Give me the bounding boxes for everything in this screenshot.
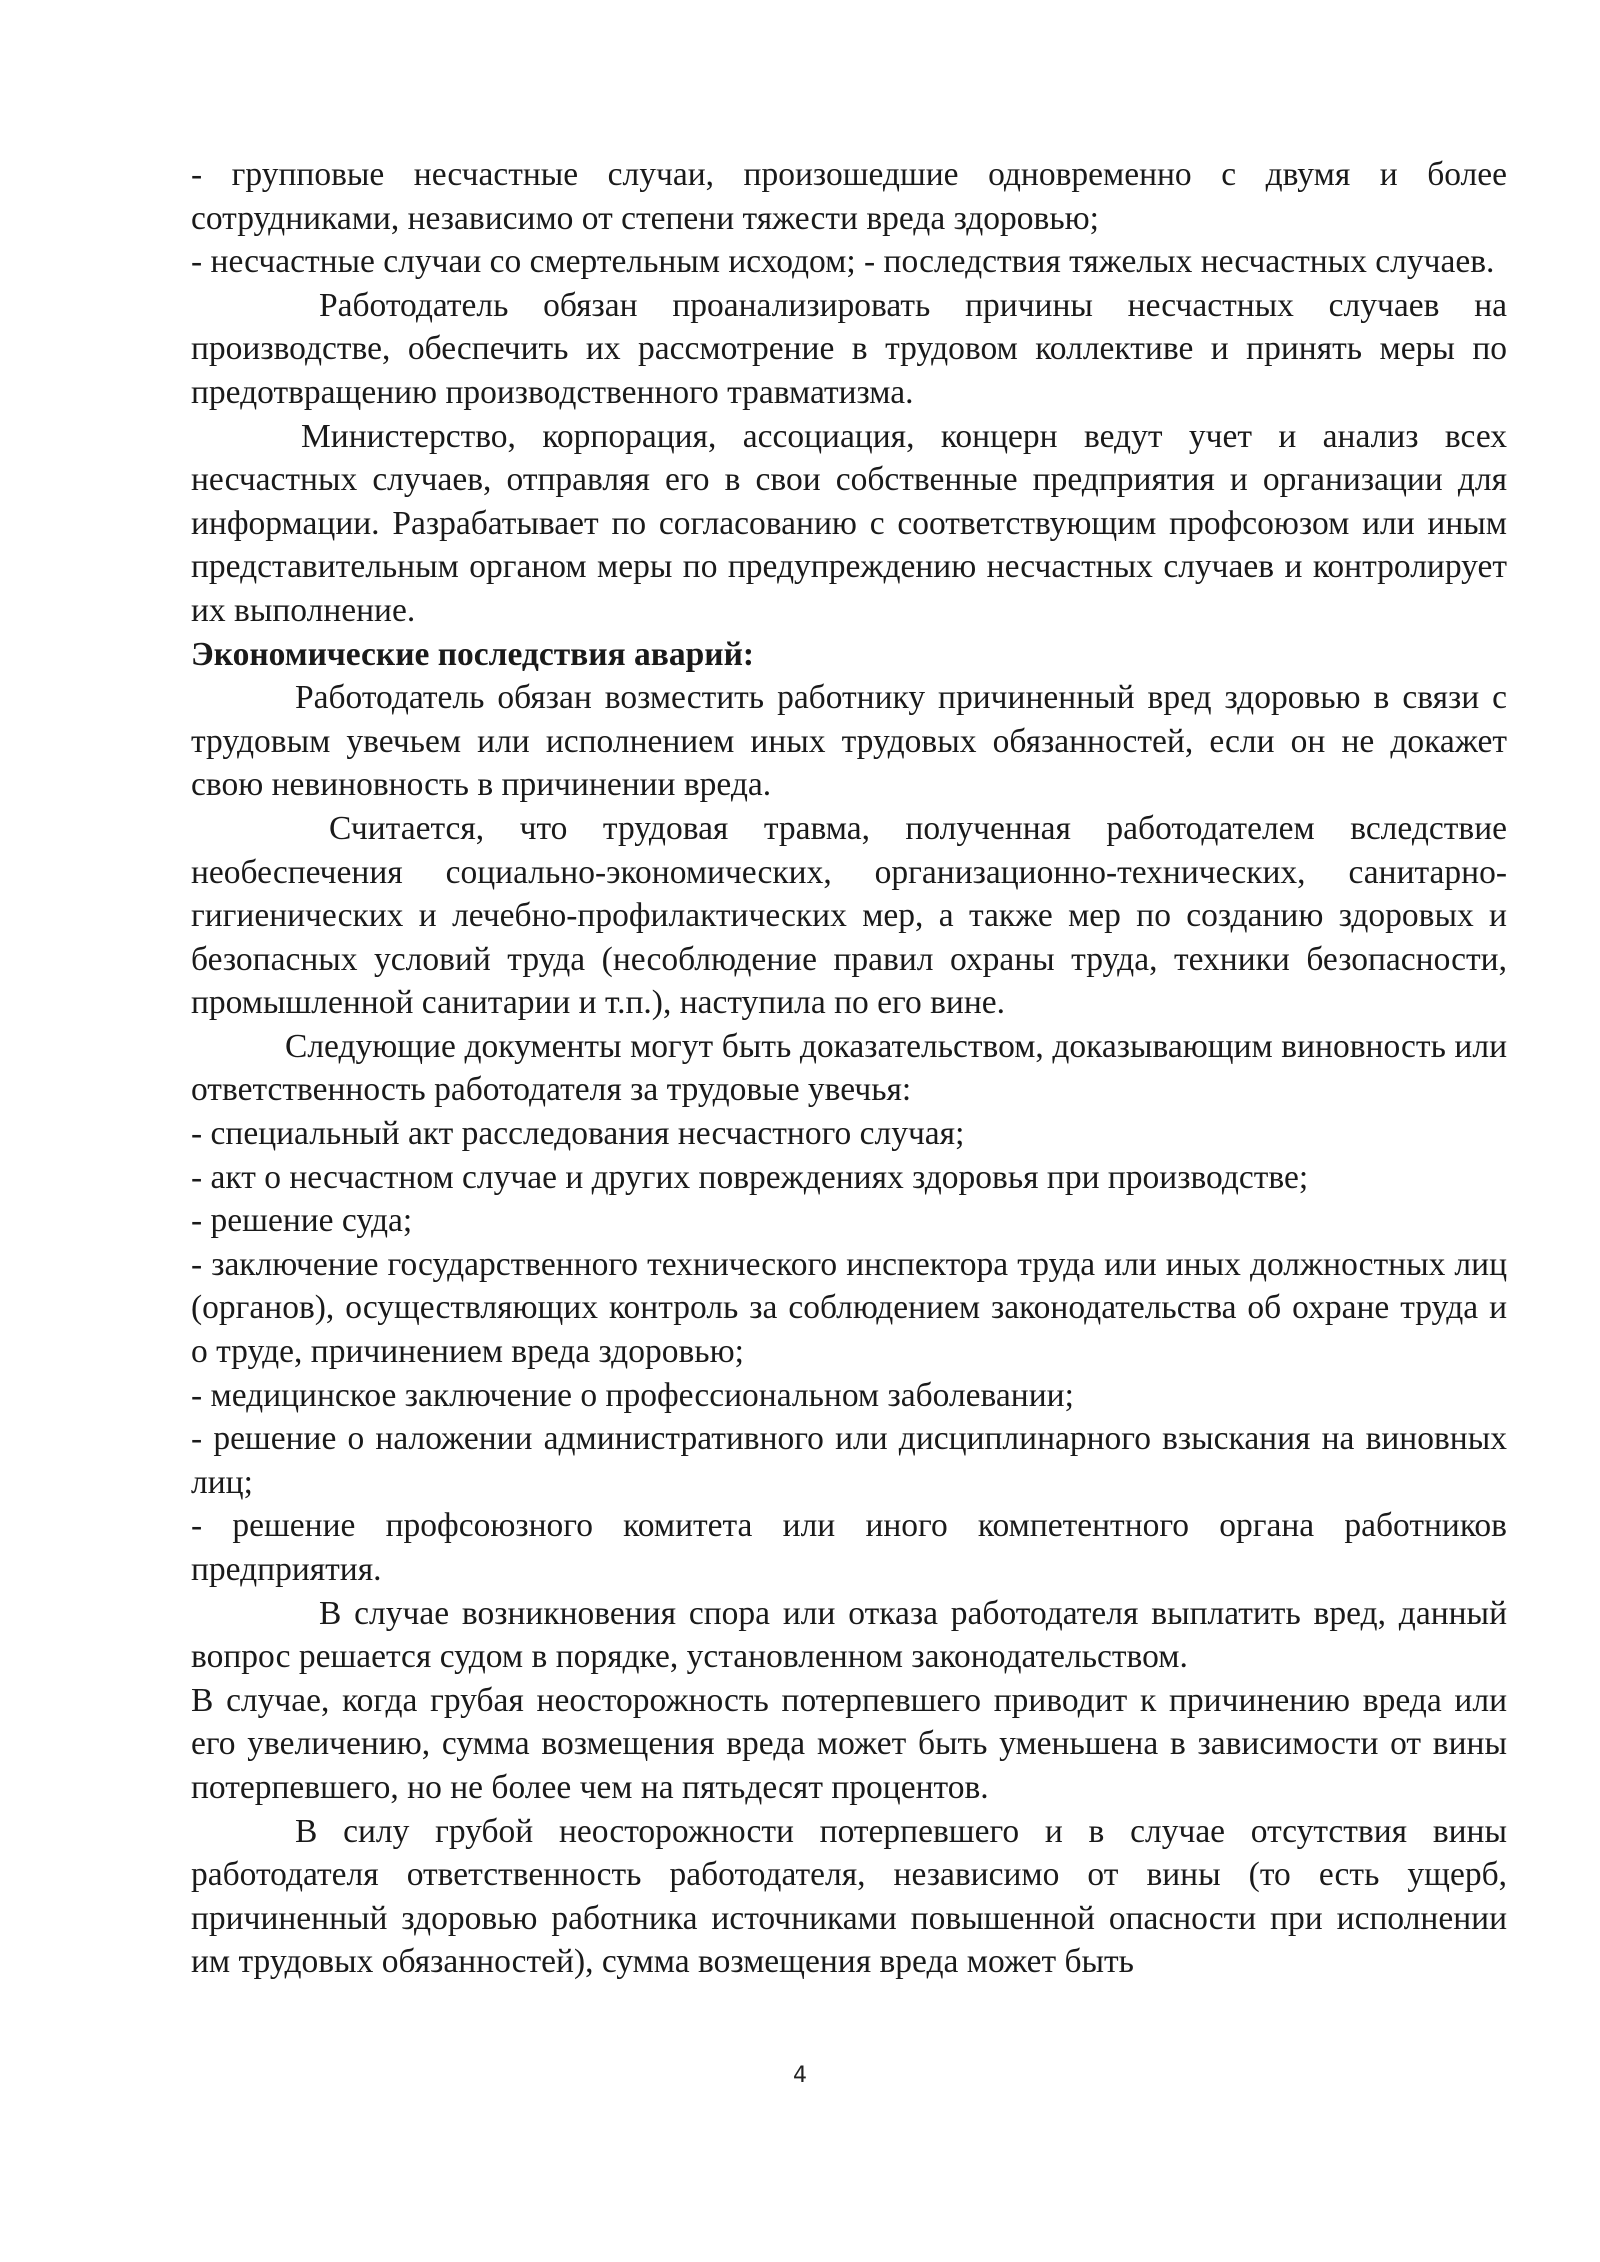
paragraph-no-fault-liability: В силу грубой неосторожности потерпевшего и в случае отсутствия вины работодателя ответственность работодателя, независимо от вины (то есть ущерб, причиненный здоровью работника источниками повышенной опасности при исполнении им трудовых обязанностей), сумма возмещения вреда может быть (191, 1812, 1507, 1981)
list-item-penalty-decision: - решение о наложении административного или дисциплинарного взыскания на виновных лиц; (191, 1420, 1507, 1501)
paragraph-employer-compensation: Работодатель обязан возместить работнику причиненный вред здоровью в связи с трудовым увечьем или исполнением иных трудовых обязанностей, если он не докажет свою невиновность в причинении вреда. (191, 679, 1507, 804)
document-body (191, 153, 1507, 1984)
paragraph-injury-fault: Считается, что трудовая травма, полученная работодателем вследствие необеспечения социально-экономических, организационно-технических, санитарно-гигиенических и лечебно-профилактических мер, а также мер по созданию здоровых и безопасных условий труда (несоблюдение правил охраны труда, техники безопасности, промышленной санитарии и т.п.), наступила по его вине. (191, 809, 1507, 1022)
paragraph-gross-negligence: В случае, когда грубая неосторожность потерпевшего приводит к причинению вреда или его увеличению, сумма возмещения вреда может быть уменьшена в зависимости от вины потерпевшего, но не более чем на пятьдесят процентов. (191, 1681, 1507, 1806)
list-item-union-decision: - решение профсоюзного комитета или иного компетентного органа работников предприятия. (191, 1507, 1507, 1588)
paragraph-dispute-court: В случае возникновения спора или отказа работодателя выплатить вред, данный вопрос решается судом в порядке, установленном законодательством. (191, 1594, 1507, 1676)
list-item-medical-conclusion: - медицинское заключение о профессиональном заболевании; (191, 1376, 1074, 1414)
paragraph-fatal-accidents: - несчастные случаи со смертельным исходом; - последствия тяжелых несчастных случаев. (191, 243, 1495, 281)
list-item-investigation-act: - специальный акт расследования несчастного случая; (191, 1115, 965, 1153)
list-item-inspector-conclusion: - заключение государственного технического инспектора труда или иных должностных лиц (органов), осуществляющих контроль за соблюдением законодательства об охране труда и о труде, причинением вреда здоровью; (191, 1245, 1507, 1371)
paragraph-ministry-records: Министерство, корпорация, ассоциация, концерн ведут учет и анализ всех несчастных случаев, отправляя его в свои собственные предприятия и организации для информации. Разрабатывает по согласованию с соответствующим профсоюзом или иным представительным органом меры по предупреждению несчастных случаев и контролирует их выполнение. (191, 417, 1507, 629)
paragraph-evidence-documents: Следующие документы могут быть доказательством, доказывающим виновность или ответственность работодателя за трудовые увечья: (191, 1027, 1507, 1109)
page-number: 4 (793, 2063, 807, 2088)
section-heading: Экономические последствия аварий: (191, 635, 755, 673)
paragraph-employer-analysis: Работодатель обязан проанализировать причины несчастных случаев на производстве, обеспечить их рассмотрение в трудовом коллективе и принять меры по предотвращению производственного травматизма. (191, 286, 1507, 411)
list-item-court-decision: - решение суда; (191, 1202, 413, 1240)
list-item-accident-act: - акт о несчастном случае и других повреждениях здоровья при производстве; (191, 1158, 1309, 1196)
paragraph-group-accidents: - групповые несчастные случаи, произошедшие одновременно с двумя и более сотрудниками, независимо от степени тяжести вреда здоровью; (191, 156, 1507, 237)
